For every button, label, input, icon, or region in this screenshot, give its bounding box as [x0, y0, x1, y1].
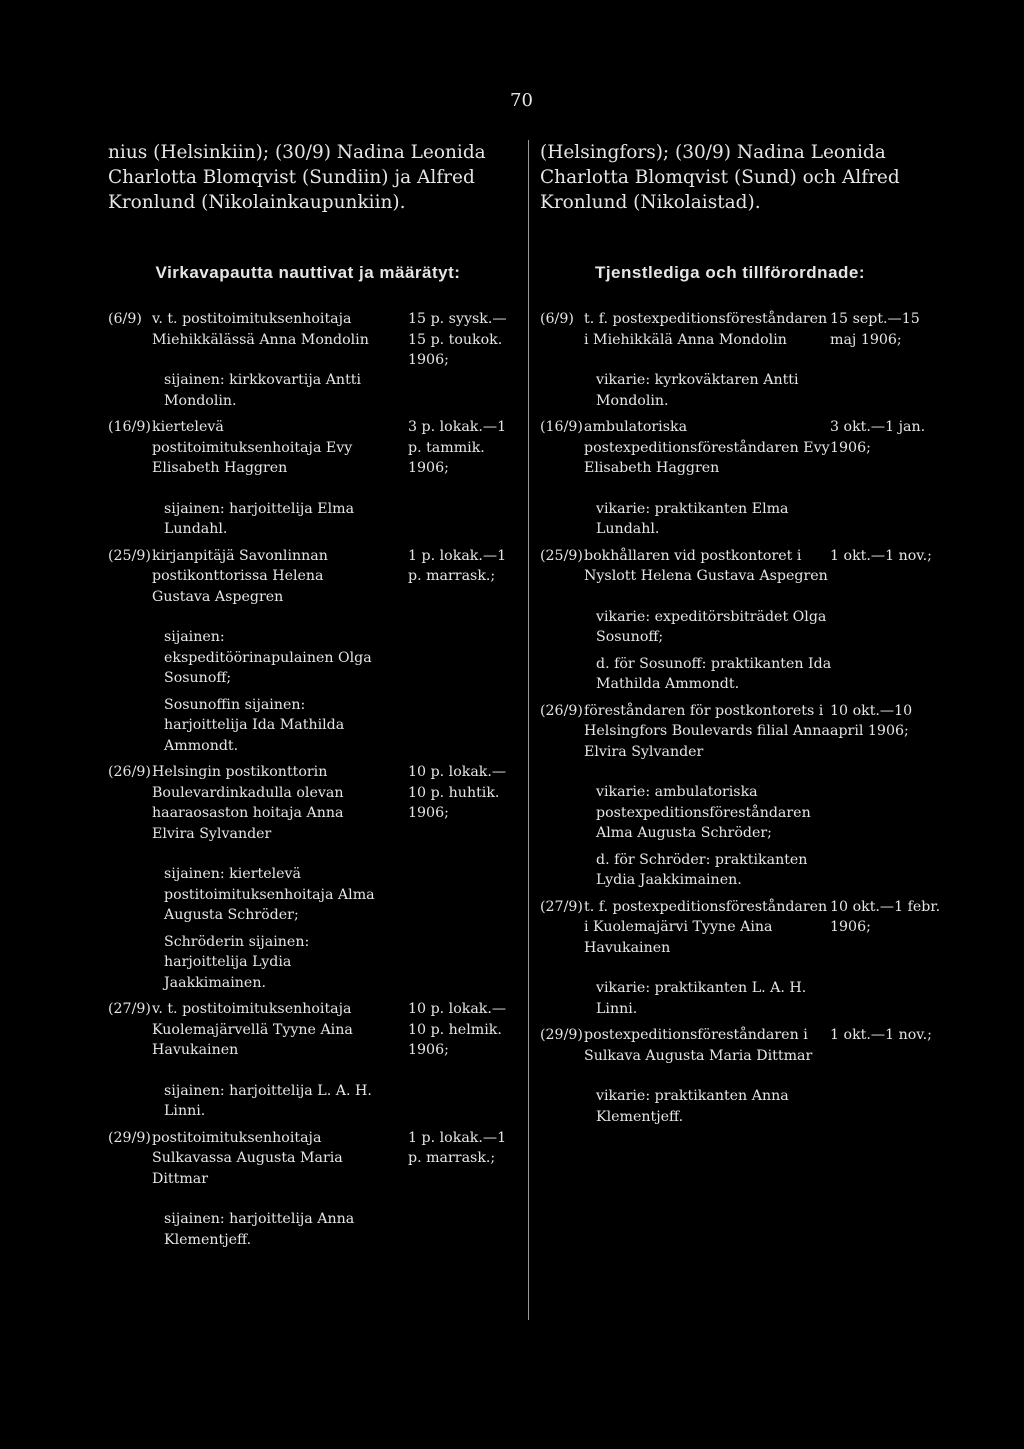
entry-number: (29/9) — [108, 1129, 151, 1146]
entry-date: 1 okt.—1 nov.; — [830, 1027, 932, 1043]
entry-date: 10 p. lokak.—10 p. huhtik. 1906; — [408, 764, 507, 821]
swedish-column — [540, 140, 960, 1133]
entry-date: 1 p. lokak.—1 p. marrask.; — [408, 1129, 507, 1166]
page-number: 70 — [510, 90, 533, 111]
sv-entry-5 — [540, 897, 960, 1020]
entry-description: kiertelevä postitoimituksenhoitaja Evy Elisabeth Haggren — [152, 419, 353, 476]
substitute: vikarie: expeditörsbiträdet Olga Sosunoff; — [596, 608, 827, 645]
entry-number: (25/9) — [108, 547, 151, 564]
substitute: vikarie: ambulatoriska postexpeditionsföreståndaren Alma Augusta Schröder; — [596, 784, 811, 841]
entry-description: bokhållaren vid postkontoret i Nyslott Helena Gustava Aspegren — [584, 547, 828, 584]
fi-entry-1 — [108, 309, 528, 411]
substitute: vikarie: kyrkoväktaren Antti Mondolin. — [596, 372, 799, 409]
entry-date: 15 p. syysk.—15 p. toukok. 1906; — [408, 311, 507, 368]
entry-description: t. f. postexpeditionsföreståndaren i Miehikkälä Anna Mondolin — [584, 311, 828, 348]
entry-date: 1 okt.—1 nov.; — [830, 547, 932, 564]
fi-entry-6 — [108, 1128, 528, 1251]
substitute: sijainen: harjoittelija Elma Lundahl. — [164, 500, 355, 537]
entry-number: (26/9) — [108, 764, 151, 780]
substitute: Schröderin sijainen: harjoittelija Lydia Jaakkimainen. — [164, 933, 310, 991]
sv-entry-6 — [540, 1025, 960, 1127]
fi-entry-4 — [108, 762, 528, 993]
finnish-heading: Virkavapautta nauttivat ja määrätyt: — [155, 263, 461, 282]
sv-entry-4 — [540, 701, 960, 891]
entry-number: (25/9) — [540, 547, 583, 564]
entry-description: v. t. postitoimituksenhoitaja Kuolemajärvellä Tyyne Aina Havukainen — [152, 1001, 353, 1058]
entry-number: (16/9) — [108, 419, 151, 435]
entry-number: (26/9) — [540, 702, 583, 719]
entry-description: kirjanpitäjä Savonlinnan postikonttorissa Helena Gustava Aspegren — [152, 547, 328, 605]
substitute: d. för Sosunoff: praktikanten Ida Mathilda Ammondt. — [596, 655, 832, 692]
entry-number: (27/9) — [540, 898, 583, 915]
entry-number: (6/9) — [540, 311, 574, 327]
entry-description: Helsingin postikonttorin Boulevardinkadulla olevan haaraosaston hoitaja Anna Elvira Sylvander — [152, 764, 344, 842]
entry-description: ambulatoriska postexpeditionsföreståndaren Evy Elisabeth Haggren — [584, 419, 830, 476]
entry-number: (29/9) — [540, 1027, 583, 1043]
fi-entry-5 — [108, 999, 528, 1122]
fi-entry-3 — [108, 546, 528, 757]
entry-description: t. f. postexpeditionsföreståndaren i Kuolemajärvi Tyyne Aina Havukainen — [584, 898, 828, 956]
entry-date: 10 okt.—10 april 1906; — [830, 702, 913, 739]
swedish-intro: (Helsingfors); (30/9) Nadina Leonida Charlotta Blomqvist (Sund) och Alfred Kronlund (Nikolaistad). — [540, 142, 900, 213]
entry-date: 3 okt.—1 jan. 1906; — [830, 419, 926, 456]
entry-date: 10 okt.—1 febr. 1906; — [830, 898, 941, 935]
substitute: sijainen: ekspeditöörinapulainen Olga Sosunoff; — [164, 629, 372, 686]
substitute: vikarie: praktikanten L. A. H. Linni. — [596, 980, 807, 1017]
column-divider — [528, 140, 529, 1320]
sv-entry-3 — [540, 546, 960, 695]
entry-description: postexpeditionsföreståndaren i Sulkava Augusta Maria Dittmar — [584, 1027, 813, 1064]
entry-number: (6/9) — [108, 311, 142, 327]
substitute: Sosunoffin sijainen: harjoittelija Ida Mathilda Ammondt. — [164, 696, 345, 754]
substitute: sijainen: kirkkovartija Antti Mondolin. — [164, 372, 362, 409]
substitute: sijainen: harjoittelija Anna Klementjeff. — [164, 1211, 355, 1248]
entry-description: postitoimituksenhoitaja Sulkavassa Augusta Maria Dittmar — [152, 1129, 343, 1187]
entry-description: v. t. postitoimituksenhoitaja Miehikkälässä Anna Mondolin — [152, 311, 369, 348]
substitute: d. för Schröder: praktikanten Lydia Jaakkimainen. — [596, 851, 808, 888]
substitute: sijainen: harjoittelija L. A. H. Linni. — [164, 1082, 372, 1119]
sv-entry-2 — [540, 417, 960, 540]
entry-date: 10 p. lokak.—10 p. helmik. 1906; — [408, 1001, 507, 1058]
swedish-heading: Tjenstlediga och tillförordnade: — [594, 263, 866, 282]
entry-date: 15 sept.—15 maj 1906; — [830, 311, 920, 348]
entry-number: (27/9) — [108, 1001, 151, 1017]
finnish-intro: nius (Helsinkiin); (30/9) Nadina Leonida Charlotta Blomqvist (Sundiin) ja Alfred Kronlund (Nikolainkaupunkiin). — [108, 142, 486, 213]
finnish-column — [108, 140, 528, 1256]
entry-date: 3 p. lokak.—1 p. tammik. 1906; — [408, 419, 507, 476]
sv-entry-1 — [540, 309, 960, 411]
fi-entry-2 — [108, 417, 528, 540]
substitute: vikarie: praktikanten Anna Klementjeff. — [596, 1088, 789, 1125]
substitute: vikarie: praktikanten Elma Lundahl. — [596, 500, 789, 537]
entry-date: 1 p. lokak.—1 p. marrask.; — [408, 547, 507, 584]
entry-description: föreståndaren för postkontorets i Helsingfors Boulevards filial Anna Elvira Sylvander — [584, 702, 830, 760]
entry-number: (16/9) — [540, 419, 583, 435]
substitute: sijainen: kiertelevä postitoimituksenhoitaja Alma Augusta Schröder; — [164, 866, 375, 923]
